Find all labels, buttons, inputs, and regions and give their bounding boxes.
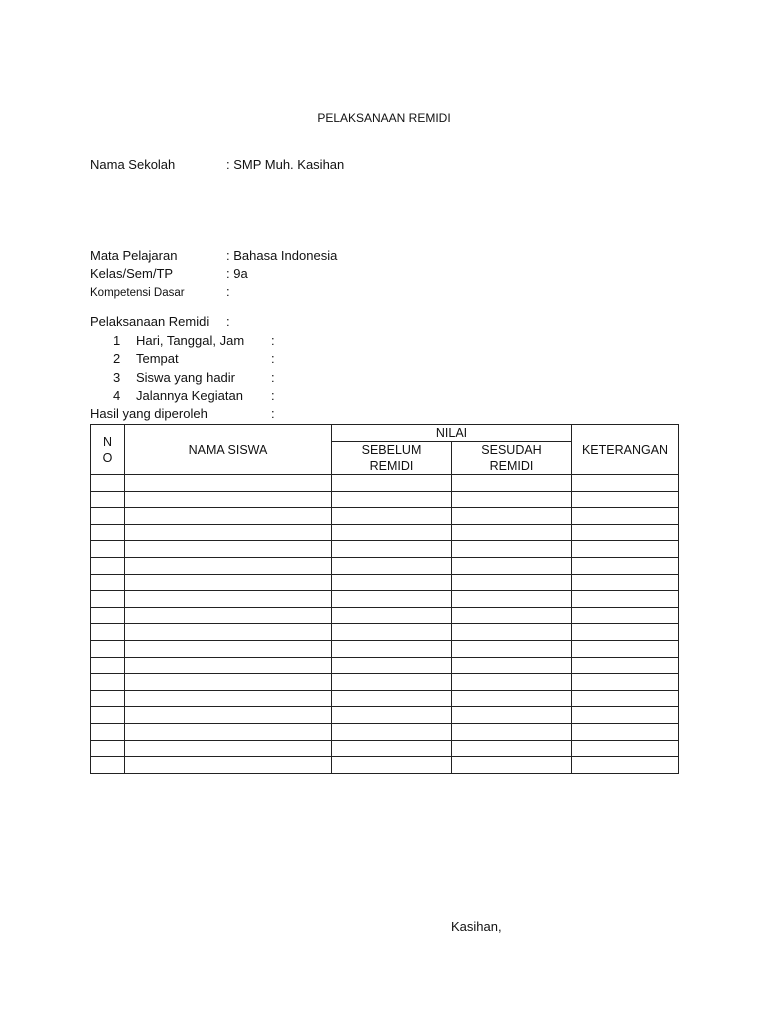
table-row — [91, 757, 679, 774]
before-score-cell — [332, 591, 452, 608]
execution-item-colon: : — [271, 370, 275, 385]
name-cell — [125, 574, 332, 591]
table-row — [91, 707, 679, 724]
name-cell — [125, 524, 332, 541]
school-value: : SMP Muh. Kasihan — [226, 157, 345, 172]
name-cell — [125, 723, 332, 740]
before-score-cell — [332, 574, 452, 591]
number-cell — [91, 723, 125, 740]
number-column-header — [91, 425, 125, 475]
number-cell — [91, 475, 125, 492]
before-score-cell — [332, 624, 452, 641]
note-cell — [572, 707, 679, 724]
table-row — [91, 491, 679, 508]
before-score-cell — [332, 491, 452, 508]
before-header-line2: REMIDI — [369, 459, 414, 473]
competency-value: : — [226, 284, 230, 299]
number-cell — [91, 508, 125, 525]
remedial-results-table — [90, 424, 679, 774]
note-cell — [572, 607, 679, 624]
table-row — [91, 508, 679, 525]
number-cell — [91, 690, 125, 707]
note-cell — [572, 591, 679, 608]
before-score-cell — [332, 524, 452, 541]
before-score-cell — [332, 508, 452, 525]
score-column-header: NILAI — [332, 425, 572, 442]
before-header-line1: SEBELUM — [361, 443, 422, 457]
after-score-cell — [452, 574, 572, 591]
name-cell — [125, 757, 332, 774]
execution-item-label: Jalannya Kegiatan — [136, 388, 243, 403]
after-score-cell — [452, 690, 572, 707]
execution-item-number: 4 — [113, 388, 121, 403]
after-score-cell — [452, 657, 572, 674]
after-header-line1: SESUDAH — [481, 443, 542, 457]
after-score-cell — [452, 557, 572, 574]
execution-item-colon: : — [271, 388, 275, 403]
note-cell — [572, 574, 679, 591]
table-row — [91, 607, 679, 624]
number-cell — [91, 624, 125, 641]
number-cell — [91, 491, 125, 508]
before-score-cell — [332, 607, 452, 624]
table-row — [91, 541, 679, 558]
number-header-line1: N — [102, 434, 113, 449]
note-cell — [572, 624, 679, 641]
before-score-cell — [332, 475, 452, 492]
name-cell — [125, 491, 332, 508]
after-score-cell — [452, 491, 572, 508]
table-row — [91, 657, 679, 674]
table-row — [91, 640, 679, 657]
name-cell — [125, 541, 332, 558]
after-score-cell — [452, 607, 572, 624]
name-cell — [125, 557, 332, 574]
table-row — [91, 690, 679, 707]
name-cell — [125, 674, 332, 691]
name-cell — [125, 607, 332, 624]
number-cell — [91, 574, 125, 591]
table-row — [91, 557, 679, 574]
before-score-cell — [332, 723, 452, 740]
name-cell — [125, 591, 332, 608]
name-cell — [125, 640, 332, 657]
table-row — [91, 591, 679, 608]
signature-place: Kasihan, — [451, 919, 502, 934]
number-cell — [91, 557, 125, 574]
after-score-cell — [452, 707, 572, 724]
note-cell — [572, 508, 679, 525]
note-cell — [572, 757, 679, 774]
after-score-cell — [452, 624, 572, 641]
number-cell — [91, 674, 125, 691]
execution-item-label: Hari, Tanggal, Jam — [136, 333, 245, 348]
page-title: PELAKSANAAN REMIDI — [317, 111, 451, 125]
note-cell — [572, 740, 679, 757]
name-cell — [125, 624, 332, 641]
execution-item-colon: : — [271, 351, 275, 366]
before-score-cell — [332, 640, 452, 657]
number-cell — [91, 541, 125, 558]
after-score-cell — [452, 524, 572, 541]
before-score-cell — [332, 690, 452, 707]
note-cell — [572, 674, 679, 691]
execution-item-label: Tempat — [136, 351, 179, 366]
table-row — [91, 740, 679, 757]
before-remedial-header — [332, 442, 452, 475]
name-cell — [125, 740, 332, 757]
before-score-cell — [332, 674, 452, 691]
execution-colon: : — [226, 314, 230, 329]
school-label: Nama Sekolah — [90, 157, 176, 172]
before-score-cell — [332, 707, 452, 724]
number-cell — [91, 607, 125, 624]
execution-item-number: 2 — [113, 351, 121, 366]
number-cell — [91, 740, 125, 757]
number-cell — [91, 524, 125, 541]
after-score-cell — [452, 508, 572, 525]
name-column-header: NAMA SISWA — [125, 425, 332, 475]
execution-item-label: Siswa yang hadir — [136, 370, 235, 385]
note-cell — [572, 491, 679, 508]
number-header-line2: O — [102, 450, 113, 465]
execution-label: Pelaksanaan Remidi — [90, 314, 210, 329]
after-score-cell — [452, 541, 572, 558]
after-score-cell — [452, 591, 572, 608]
note-cell — [572, 524, 679, 541]
class-value: : 9a — [226, 266, 248, 281]
name-cell — [125, 508, 332, 525]
number-cell — [91, 591, 125, 608]
after-score-cell — [452, 757, 572, 774]
results-colon: : — [271, 406, 275, 421]
class-label: Kelas/Sem/TP — [90, 266, 174, 281]
note-cell — [572, 723, 679, 740]
number-cell — [91, 707, 125, 724]
name-cell — [125, 690, 332, 707]
before-score-cell — [332, 557, 452, 574]
table-row — [91, 524, 679, 541]
number-cell — [91, 640, 125, 657]
after-score-cell — [452, 723, 572, 740]
before-score-cell — [332, 657, 452, 674]
after-score-cell — [452, 475, 572, 492]
name-cell — [125, 707, 332, 724]
after-score-cell — [452, 674, 572, 691]
name-cell — [125, 657, 332, 674]
number-cell — [91, 657, 125, 674]
note-column-header: KETERANGAN — [572, 425, 679, 475]
note-cell — [572, 541, 679, 558]
after-score-cell — [452, 640, 572, 657]
execution-item-colon: : — [271, 333, 275, 348]
execution-item-number: 3 — [113, 370, 121, 385]
note-cell — [572, 557, 679, 574]
results-label: Hasil yang diperoleh — [90, 406, 208, 421]
table-row — [91, 674, 679, 691]
note-cell — [572, 640, 679, 657]
after-score-cell — [452, 740, 572, 757]
note-cell — [572, 690, 679, 707]
name-cell — [125, 475, 332, 492]
table-row — [91, 475, 679, 492]
note-cell — [572, 475, 679, 492]
number-cell — [91, 757, 125, 774]
table-row — [91, 624, 679, 641]
competency-label: Kompetensi Dasar — [90, 287, 185, 299]
before-score-cell — [332, 541, 452, 558]
after-header-line2: REMIDI — [489, 459, 534, 473]
table-row — [91, 574, 679, 591]
after-remedial-header — [452, 442, 572, 475]
subject-value: : Bahasa Indonesia — [226, 248, 338, 263]
execution-item-number: 1 — [113, 333, 121, 348]
subject-label: Mata Pelajaran — [90, 248, 178, 263]
table-header-row — [91, 425, 679, 442]
before-score-cell — [332, 740, 452, 757]
before-score-cell — [332, 757, 452, 774]
note-cell — [572, 657, 679, 674]
table-row — [91, 723, 679, 740]
